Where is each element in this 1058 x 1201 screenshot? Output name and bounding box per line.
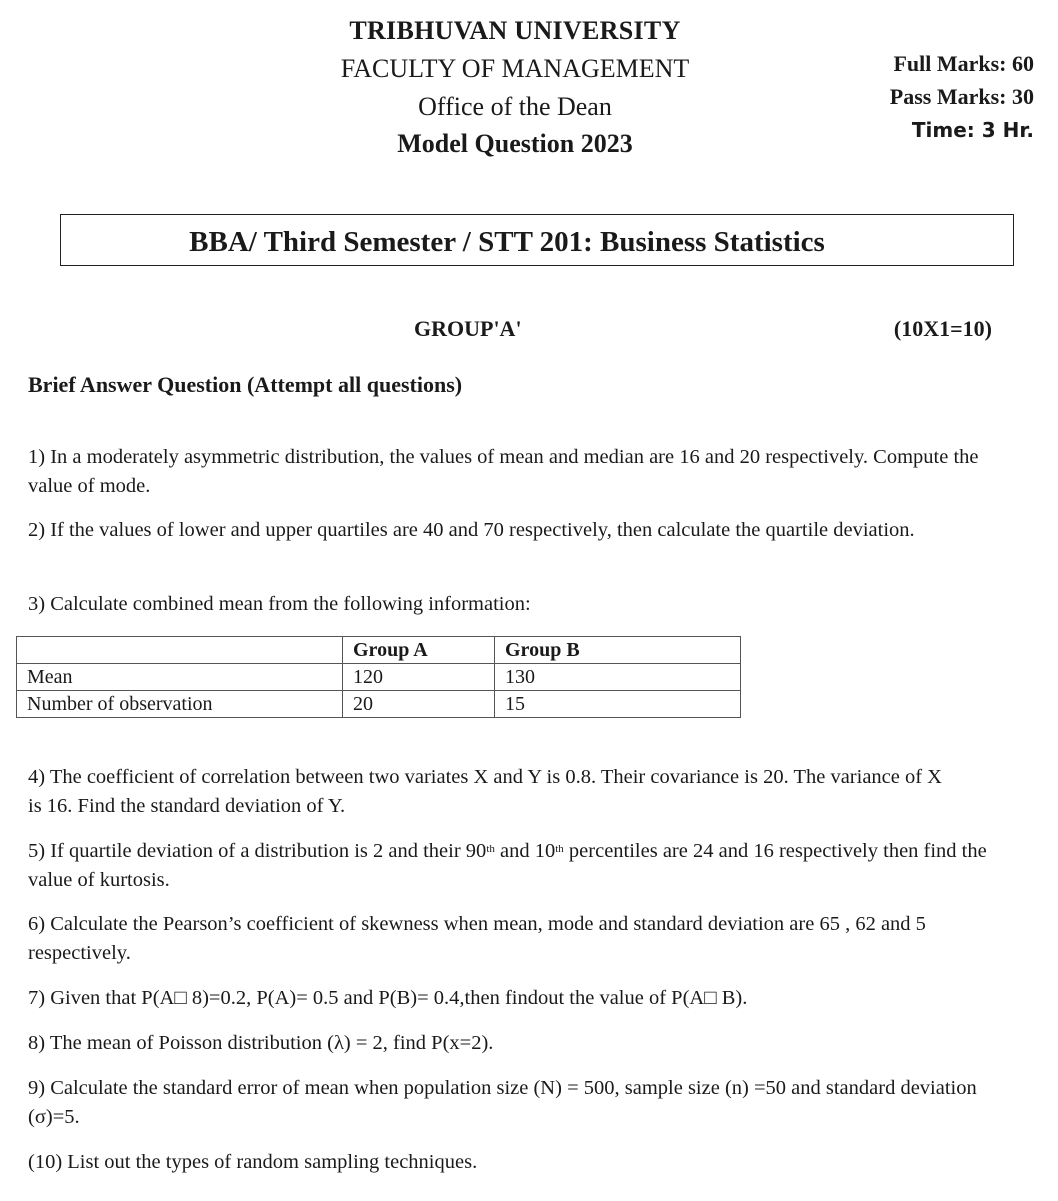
question-4: 4) The coefficient of correlation between two variates X and Y is 0.8. Their covariance is 20. The variance of X is 16. Find the standard deviation of Y. <box>28 766 942 817</box>
time-allowed: Time: 3 Hr. <box>911 118 1034 142</box>
ordinal-superscript: th <box>486 843 495 855</box>
full-marks: Full Marks: 60 <box>893 51 1034 76</box>
university-name: TRIBHUVAN UNIVERSITY <box>349 16 681 45</box>
course-title-box <box>60 214 1014 266</box>
table-header-cell: Group A <box>343 637 495 664</box>
question-3: 3) Calculate combined mean from the following information: <box>28 593 531 615</box>
group-heading: GROUP'A' <box>414 316 522 341</box>
table-row <box>17 691 741 718</box>
table-cell: 130 <box>495 664 741 691</box>
table-row <box>17 664 741 691</box>
course-title: BBA/ Third Semester / STT 201: Business Statistics <box>189 226 825 258</box>
ordinal-superscript: th <box>555 843 564 855</box>
combined-mean-table <box>16 636 741 718</box>
table-cell: 20 <box>343 691 495 718</box>
question-7: 7) Given that P(A□ 8)=0.2, P(A)= 0.5 and P(B)= 0.4,then findout the value of P(A□ B). <box>28 987 748 1009</box>
faculty-name: FACULTY OF MANAGEMENT <box>340 54 690 83</box>
office-name: Office of the Dean <box>418 92 612 121</box>
question-1: 1) In a moderately asymmetric distribution, the values of mean and median are 16 and 20 respectively. Compute the value of mode. <box>28 446 979 497</box>
question-6: 6) Calculate the Pearson’s coefficient of skewness when mean, mode and standard deviation are 65 , 62 and 5 respectively. <box>28 913 926 964</box>
group-instruction: Brief Answer Question (Attempt all questions) <box>28 372 463 397</box>
question-5-part-b: and 10 <box>494 840 556 862</box>
question-2: 2) If the values of lower and upper quartiles are 40 and 70 respectively, then calculate the quartile deviation. <box>28 519 915 541</box>
table-cell: Number of observation <box>17 691 343 718</box>
question-10: (10) List out the types of random sampling techniques. <box>28 1151 478 1173</box>
table-cell: 120 <box>343 664 495 691</box>
pass-marks: Pass Marks: 30 <box>889 84 1034 109</box>
question-5-part-a: 5) If quartile deviation of a distribution is 2 and their 90 <box>28 840 487 862</box>
question-8: 8) The mean of Poisson distribution (λ) = 2, find P(x=2). <box>28 1032 494 1054</box>
model-question-title: Model Question 2023 <box>397 129 633 158</box>
table-cell: Mean <box>17 664 343 691</box>
question-9: 9) Calculate the standard error of mean when population size (N) = 500, sample size (n) =50 and standard deviation (σ)=5. <box>28 1077 977 1128</box>
group-marks: (10X1=10) <box>893 316 992 341</box>
table-header-cell <box>17 637 343 664</box>
question-5 <box>28 837 993 895</box>
table-cell: 15 <box>495 691 741 718</box>
question-5-part-c: percentiles are 24 and 16 respectively then find the value of kurtosis. <box>28 840 987 891</box>
table-header-row <box>17 637 741 664</box>
table-header-cell: Group B <box>495 637 741 664</box>
